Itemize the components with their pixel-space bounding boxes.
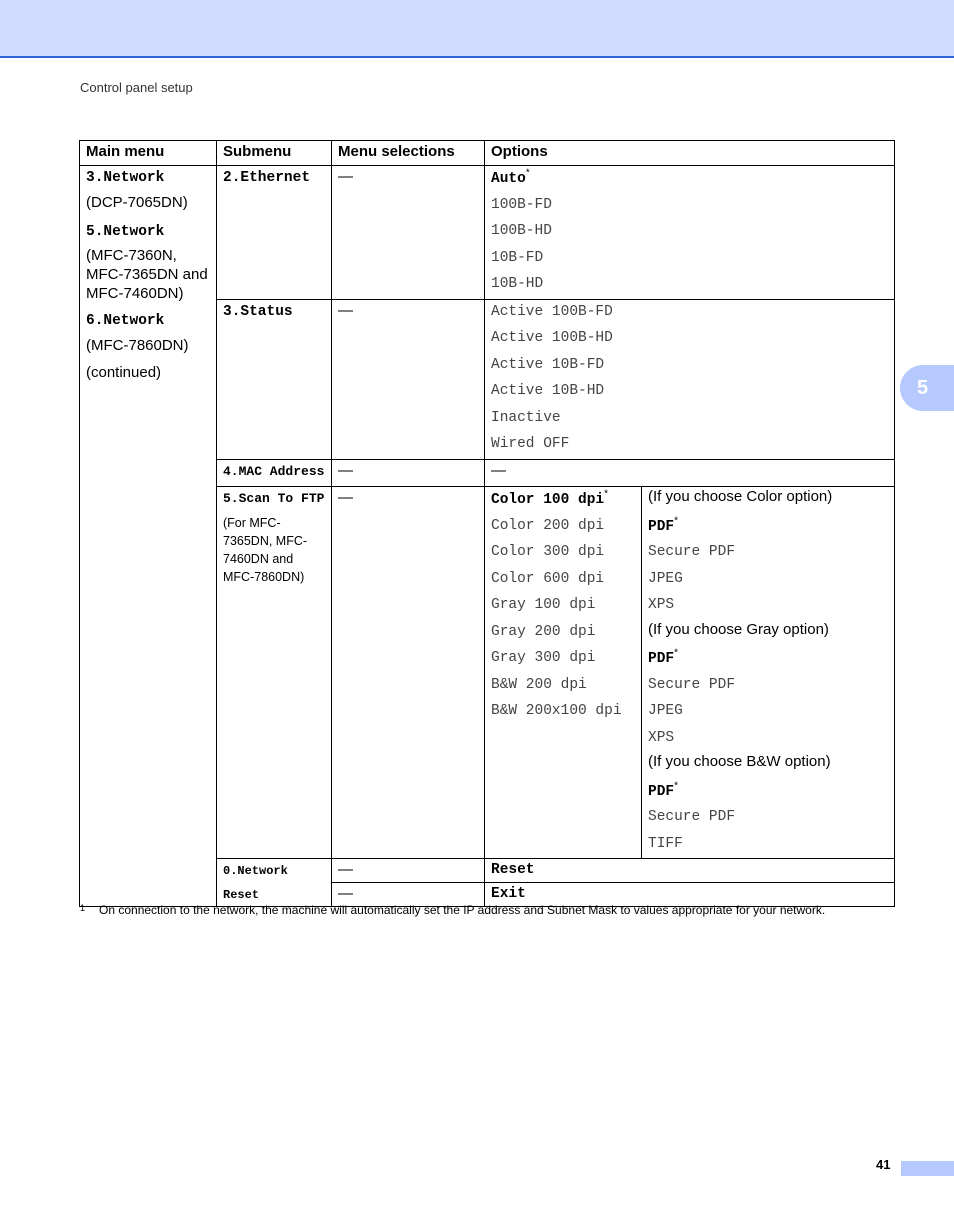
selection-dash: — (338, 301, 353, 319)
color-heading: (If you choose Color option) (648, 488, 833, 505)
option-item: 10B-HD (491, 276, 544, 292)
model-note: (MFC-7360N, MFC-7365DN and MFC-7460DN) (86, 247, 208, 302)
selection-cell (332, 487, 485, 859)
option-exit: Exit (491, 886, 526, 902)
page-tab (901, 1161, 954, 1176)
option-item: B&W 200 dpi (491, 676, 587, 693)
chapter-tab: 5 (900, 365, 954, 411)
option-item: Auto (491, 171, 526, 187)
option-item: 100B-FD (491, 196, 552, 213)
default-mark: * (674, 647, 679, 659)
options-cell (485, 299, 895, 459)
format-item: TIFF (648, 835, 683, 852)
table-header-row (80, 141, 895, 166)
main-menu-item: 5.Network (86, 223, 165, 240)
submenu-cell (217, 459, 332, 487)
format-item: PDF (648, 783, 675, 800)
page-number: 41 (876, 1157, 891, 1172)
bw-heading: (If you choose B&W option) (648, 753, 831, 770)
option-item: Gray 300 dpi (491, 650, 596, 666)
submenu-ethernet: 2.Ethernet (223, 170, 311, 186)
submenu-status: 3.Status (223, 303, 293, 320)
option-item: 100B-HD (491, 223, 552, 239)
option-item: Active 100B-FD (491, 303, 613, 320)
main-menu-cell (80, 166, 217, 907)
default-mark: * (674, 515, 679, 527)
header-menu-selections: Menu selections (332, 141, 485, 166)
selection-cell (332, 459, 485, 487)
model-note: (MFC-7860DN) (86, 336, 189, 354)
option-item: Color 600 dpi (491, 570, 605, 587)
header-submenu: Submenu (217, 141, 332, 166)
option-reset: Reset (491, 862, 535, 878)
gray-heading: (If you choose Gray option) (648, 620, 829, 638)
format-item: XPS (648, 729, 675, 746)
header-options: Options (485, 141, 895, 166)
default-mark: * (525, 167, 530, 179)
option-item: Gray 200 dpi (491, 623, 596, 640)
main-menu-item: 6.Network (86, 313, 165, 329)
settings-table (79, 140, 895, 907)
option-item: B&W 200x100 dpi (491, 703, 622, 719)
format-item: JPEG (648, 570, 683, 587)
option-item: Color 100 dpi (491, 492, 605, 508)
submenu-cell (217, 299, 332, 459)
options-cell (485, 859, 895, 883)
model-note: (DCP-7065DN) (86, 193, 188, 211)
option-item: Active 10B-HD (491, 383, 605, 399)
option-item: Active 100B-HD (491, 330, 613, 346)
option-item: Color 300 dpi (491, 544, 605, 560)
model-note: (For MFC-7365DN, MFC-7460DN and MFC-7860DN) (223, 515, 308, 584)
selection-dash: — (338, 168, 353, 185)
submenu-scan-to-ftp: 5.Scan To FTP (223, 491, 325, 506)
footnote-text: On connection to the network, the machine will automatically set the IP address and Subnet Mask to values appropriate for your network. (99, 903, 826, 917)
resolution-cell (485, 487, 642, 859)
format-item: Secure PDF (648, 809, 736, 825)
footnote-mark: 1 (80, 903, 86, 913)
option-item: Color 200 dpi (491, 517, 605, 534)
main-menu-item: 3.Network (86, 170, 165, 186)
format-cell (642, 487, 895, 859)
footnote (80, 903, 825, 917)
selection-dash: — (338, 861, 353, 878)
format-item: PDF (648, 518, 675, 535)
option-item: Inactive (491, 409, 561, 426)
option-item: Gray 100 dpi (491, 597, 596, 613)
selection-cell (332, 166, 485, 300)
header-main-menu: Main menu (80, 141, 217, 166)
default-mark: * (674, 780, 679, 792)
selection-dash: — (338, 885, 353, 902)
submenu-cell (217, 859, 332, 907)
selection-cell (332, 299, 485, 459)
table-row (80, 166, 895, 300)
option-item: 10B-FD (491, 249, 544, 266)
submenu-mac-address: 4.MAC Address (223, 463, 325, 479)
selection-dash: — (338, 489, 353, 506)
options-cell (485, 459, 895, 487)
format-item: XPS (648, 597, 675, 613)
continued-note: (continued) (86, 363, 162, 381)
submenu-cell (217, 487, 332, 859)
section-title: Control panel setup (80, 80, 193, 95)
options-cell (485, 166, 895, 300)
option-dash: — (491, 461, 506, 479)
format-item: PDF (648, 651, 675, 667)
submenu-cell (217, 166, 332, 300)
selection-cell (332, 859, 485, 883)
format-item: Secure PDF (648, 544, 736, 560)
selection-dash: — (338, 461, 353, 479)
submenu-network-reset: 0.Network Reset (223, 864, 288, 902)
option-item: Wired OFF (491, 436, 570, 452)
format-item: JPEG (648, 703, 683, 719)
option-item: Active 10B-FD (491, 356, 605, 373)
header-band (0, 0, 954, 58)
default-mark: * (604, 488, 609, 500)
format-item: Secure PDF (648, 676, 736, 693)
